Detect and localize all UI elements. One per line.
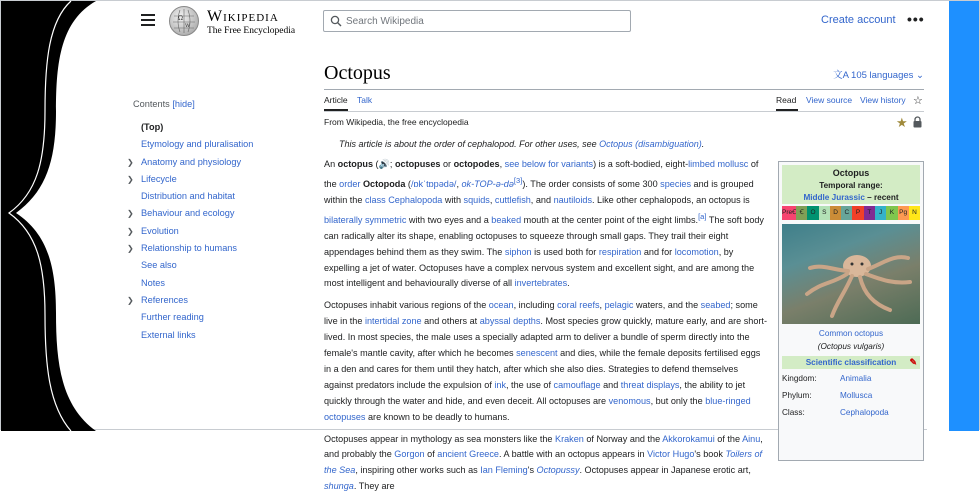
tab-article[interactable]: Article bbox=[324, 95, 348, 105]
scientific-classification-link[interactable]: Scientific classification bbox=[805, 358, 897, 367]
tab-talk[interactable]: Talk bbox=[357, 95, 373, 105]
paragraph-2: Octopuses inhabit various regions of the ocean, including coral reefs, pelagic waters, and the seabed; some live in the intertidal zone and others at abyssal depths. Most species grow quickly, mature early, and are short-lived. In most species, the male uses a specially adapted arm to deliver a bundle of sperm directly into the female's mantle cavity, after which he becomes senescent and dies, while the female deposits fertilised eggs in a den and cares for them until they hatch, after which she also dies. Strategies to defend themselves against predators include the expulsion of ink, the use of camouflage and threat displays, the ability to jet quickly through the water and hide, and even deceit. All octopuses are venomous, but only the blue-ringed octopuses are known to be deadly to humans. bbox=[324, 300, 767, 422]
image-caption bbox=[779, 329, 923, 338]
geologic-timescale-bar bbox=[782, 206, 920, 220]
temporal-range bbox=[782, 193, 920, 202]
chevron-right-icon[interactable]: ❯ bbox=[127, 244, 134, 254]
toc-item[interactable] bbox=[127, 154, 293, 171]
article-body bbox=[324, 157, 769, 501]
toc-item[interactable] bbox=[133, 257, 293, 274]
main-menu-button[interactable] bbox=[141, 14, 155, 26]
toc-item-label: Further reading bbox=[141, 312, 204, 323]
watchlist-star-icon[interactable]: ☆ bbox=[913, 95, 923, 107]
link[interactable]: cuttlefish bbox=[494, 194, 531, 205]
toc-item[interactable] bbox=[127, 205, 293, 222]
infobox bbox=[778, 161, 924, 461]
timescale-period[interactable]: P bbox=[852, 206, 863, 220]
decorative-brace bbox=[1, 1, 101, 431]
classification-taxon-link[interactable]: Animalia bbox=[840, 374, 872, 383]
toc-item[interactable] bbox=[133, 327, 293, 344]
tabs-divider bbox=[324, 111, 924, 112]
timescale-period[interactable]: N bbox=[909, 206, 920, 220]
ref[interactable]: [3] bbox=[513, 175, 523, 185]
toc-list bbox=[127, 119, 293, 344]
link[interactable]: Ainu bbox=[742, 433, 761, 444]
search-input[interactable] bbox=[346, 14, 616, 28]
infobox-header bbox=[782, 165, 920, 204]
classification-rows bbox=[779, 374, 923, 420]
common-octopus-link[interactable]: Common octopus bbox=[818, 329, 884, 338]
link[interactable]: threat displays bbox=[620, 379, 680, 390]
table-of-contents bbox=[127, 99, 293, 344]
link[interactable]: coral reefs bbox=[557, 300, 600, 311]
link[interactable]: abyssal depths bbox=[479, 316, 541, 327]
link[interactable]: ancient Greece bbox=[437, 449, 499, 460]
link[interactable]: invertebrates bbox=[514, 278, 568, 289]
timescale-period[interactable]: J bbox=[875, 206, 886, 220]
binomial-text: (Octopus vulgaris) bbox=[817, 342, 885, 351]
toc-item[interactable] bbox=[133, 136, 293, 153]
toc-hide-link[interactable]: [hide] bbox=[172, 99, 195, 109]
toc-item-label: See also bbox=[141, 260, 177, 271]
link[interactable]: Akkorokamui bbox=[662, 433, 715, 444]
protection-lock-icon[interactable] bbox=[912, 116, 923, 128]
link[interactable]: intertidal zone bbox=[364, 316, 422, 327]
featured-article-star-icon[interactable]: ★ bbox=[896, 115, 908, 130]
toc-item-label: Evolution bbox=[141, 225, 179, 236]
translate-icon: 文A bbox=[833, 70, 849, 81]
wordmark-tagline: The Free Encyclopedia bbox=[207, 26, 296, 36]
link[interactable]: Gorgon bbox=[394, 449, 425, 460]
octopus-photo[interactable] bbox=[782, 224, 920, 324]
link[interactable]: Kraken bbox=[555, 433, 584, 444]
paragraph-1: An octopus (🔊; octopuses or octopodes, see below for variants) is a soft-bodied, eight-limbed mollusc of the order Octopoda (/ɒkˈtɒpədə/, ok-TOP-ə-də[3]). The order consists of some 300 species and is grouped within the class Cephalopoda with squids, cuttlefish, and nautiloids. Like other cephalopods, an octopus is bilaterally symmetric with two eyes and a beaked mouth at the center point of the eight limbs.[a] The soft body can radically alter its shape, enabling octopuses to squeeze through small gaps. They trail their eight appendages behind them as they swim. The siphon is used both for respiration and for locomotion, by expelling a jet of water. Octopuses have a complex nervous system and excellent sight, and are among the most intelligent and behaviourally diverse of all invertebrates. bbox=[324, 159, 764, 289]
language-button[interactable] bbox=[833, 67, 924, 81]
tab-view-source[interactable]: View source bbox=[806, 95, 853, 105]
timescale-period[interactable]: PreꞒ bbox=[782, 206, 796, 220]
toc-title: Contents bbox=[133, 99, 170, 109]
wikipedia-globe-logo[interactable] bbox=[169, 6, 199, 36]
link[interactable]: limbed bbox=[688, 159, 715, 169]
toc-item-label: Relationship to humans bbox=[141, 243, 238, 254]
chevron-right-icon[interactable]: ❯ bbox=[127, 174, 134, 184]
link[interactable]: Victor Hugo bbox=[647, 449, 695, 460]
link[interactable]: see below for variants bbox=[504, 159, 594, 169]
toc-item-label: Lifecycle bbox=[141, 173, 177, 184]
classification-row bbox=[782, 408, 920, 420]
chevron-right-icon[interactable]: ❯ bbox=[127, 157, 134, 167]
toc-item-label: External links bbox=[141, 329, 196, 340]
link[interactable]: pelagic bbox=[604, 300, 634, 311]
edit-pencil-icon[interactable]: ✎ bbox=[909, 357, 917, 367]
link[interactable]: nautiloids bbox=[553, 194, 592, 205]
classification-header bbox=[782, 356, 920, 369]
link[interactable]: species bbox=[660, 178, 692, 189]
toc-item-label: Distribution and habitat bbox=[141, 191, 235, 202]
toc-item-label: References bbox=[141, 294, 188, 305]
toc-item-label: Notes bbox=[141, 277, 166, 288]
classification-taxon-link[interactable]: Mollusca bbox=[840, 391, 873, 400]
wikipedia-wordmark[interactable] bbox=[207, 8, 295, 36]
toc-item-label: Anatomy and physiology bbox=[141, 156, 242, 167]
chevron-right-icon[interactable]: ❯ bbox=[127, 209, 134, 219]
toc-item[interactable] bbox=[127, 171, 293, 188]
link[interactable]: ink bbox=[494, 379, 506, 390]
classification-taxon-link[interactable]: Cephalopoda bbox=[840, 408, 889, 417]
classification-row bbox=[782, 374, 920, 386]
link[interactable]: seabed bbox=[700, 300, 731, 311]
page-tabs bbox=[324, 95, 924, 109]
right-margin bbox=[927, 1, 949, 431]
link[interactable]: /ɒkˈtɒpədə/ bbox=[410, 178, 457, 189]
timescale-period[interactable]: K bbox=[886, 206, 897, 220]
link[interactable]: order bbox=[339, 178, 361, 189]
middle-jurassic-link[interactable]: Middle Jurassic bbox=[803, 193, 865, 202]
link[interactable]: respiration bbox=[598, 246, 642, 257]
toc-item[interactable] bbox=[133, 119, 293, 136]
timescale-period[interactable]: T bbox=[864, 206, 875, 220]
toc-heading bbox=[133, 99, 293, 109]
toc-item[interactable] bbox=[127, 292, 293, 309]
link[interactable]: mollusc bbox=[717, 159, 749, 169]
ref[interactable]: [a] bbox=[698, 211, 707, 221]
timescale-period[interactable]: S bbox=[819, 206, 830, 220]
site-subtitle: From Wikipedia, the free encyclopedia bbox=[324, 117, 469, 127]
chevron-down-icon: ⌄ bbox=[916, 70, 924, 81]
tab-view-history[interactable]: View history bbox=[860, 95, 906, 105]
classification-rank: Phylum: bbox=[782, 391, 812, 400]
link[interactable]: venomous bbox=[608, 395, 651, 406]
timescale-period[interactable]: D bbox=[830, 206, 841, 220]
timescale-period[interactable]: C bbox=[841, 206, 852, 220]
toc-item-label: Behaviour and ecology bbox=[141, 208, 235, 219]
timescale-period[interactable]: Pg bbox=[898, 206, 909, 220]
link[interactable]: ocean bbox=[488, 300, 514, 311]
timescale-period[interactable]: O bbox=[807, 206, 818, 220]
toc-item[interactable] bbox=[127, 240, 293, 257]
hatnote bbox=[339, 139, 704, 149]
link[interactable]: Cephalopoda bbox=[388, 194, 443, 205]
toc-item[interactable] bbox=[127, 223, 293, 240]
site-header bbox=[131, 1, 931, 45]
link[interactable]: squids bbox=[463, 194, 490, 205]
toc-item[interactable] bbox=[133, 188, 293, 205]
hatnote-suffix: . bbox=[701, 139, 705, 149]
search-icon bbox=[330, 15, 342, 27]
language-count: 105 languages bbox=[851, 70, 914, 81]
link[interactable]: locomotion bbox=[674, 246, 719, 257]
chevron-right-icon[interactable]: ❯ bbox=[127, 226, 134, 236]
range-suffix: – recent bbox=[864, 193, 899, 202]
wordmark-text: Wikipedia bbox=[207, 8, 279, 25]
title-divider bbox=[324, 89, 924, 90]
disambiguation-link[interactable]: Octopus (disambiguation) bbox=[599, 139, 702, 149]
link[interactable]: Toilers of the Sea bbox=[324, 449, 763, 476]
link[interactable]: shunga bbox=[324, 481, 354, 492]
link[interactable]: bilaterally symmetric bbox=[324, 214, 407, 225]
toc-item-label: Etymology and pluralisation bbox=[141, 139, 254, 150]
svg-text:Ω: Ω bbox=[178, 15, 183, 22]
link[interactable]: camouflage bbox=[553, 379, 601, 390]
toc-item-label: (Top) bbox=[141, 122, 164, 132]
svg-text:W: W bbox=[185, 23, 191, 29]
page-title: Octopus bbox=[324, 62, 391, 84]
search-box[interactable] bbox=[323, 10, 631, 32]
classification-row bbox=[782, 391, 920, 403]
timescale-period[interactable]: Ꞓ bbox=[796, 206, 807, 220]
more-options-icon[interactable]: ••• bbox=[907, 11, 925, 27]
link[interactable]: blue-ringed octopuses bbox=[324, 395, 751, 422]
hatnote-text: This article is about the order of cephalopod. For other uses, see bbox=[339, 139, 600, 149]
link[interactable]: Ian Fleming bbox=[480, 465, 528, 476]
link[interactable]: beaked bbox=[491, 214, 522, 225]
create-account-link[interactable]: Create account bbox=[821, 14, 896, 26]
link[interactable]: ok-TOP-ə-də bbox=[461, 178, 514, 189]
infobox-title: Octopus bbox=[832, 168, 870, 178]
binomial-caption bbox=[779, 342, 923, 351]
link[interactable]: senescent bbox=[516, 348, 558, 359]
classification-rank: Class: bbox=[782, 408, 805, 417]
link[interactable]: class bbox=[364, 194, 386, 205]
classification-rank: Kingdom: bbox=[782, 374, 817, 383]
toc-item[interactable] bbox=[133, 309, 293, 326]
octopus-illustration bbox=[782, 224, 922, 324]
right-accent-bar bbox=[949, 1, 979, 431]
article-main bbox=[324, 59, 924, 492]
paragraph-3: Octopuses appear in mythology as sea monsters like the Kraken of Norway and the Akkorokamui of the Ainu, and probably the Gorgon of ancient Greece. A battle with an octopus appears in Victor Hugo's book Toilers of the Sea, inspiring other works such as Ian Fleming's Octopussy. Octopuses appear in Japanese erotic art, shunga. They are bbox=[324, 433, 763, 492]
link[interactable]: siphon bbox=[504, 246, 532, 257]
temporal-range-label: Temporal range: bbox=[819, 181, 883, 190]
link[interactable]: Octopussy bbox=[536, 465, 580, 476]
chevron-right-icon[interactable]: ❯ bbox=[127, 295, 134, 305]
tab-read[interactable]: Read bbox=[776, 95, 797, 105]
toc-item[interactable] bbox=[133, 275, 293, 292]
